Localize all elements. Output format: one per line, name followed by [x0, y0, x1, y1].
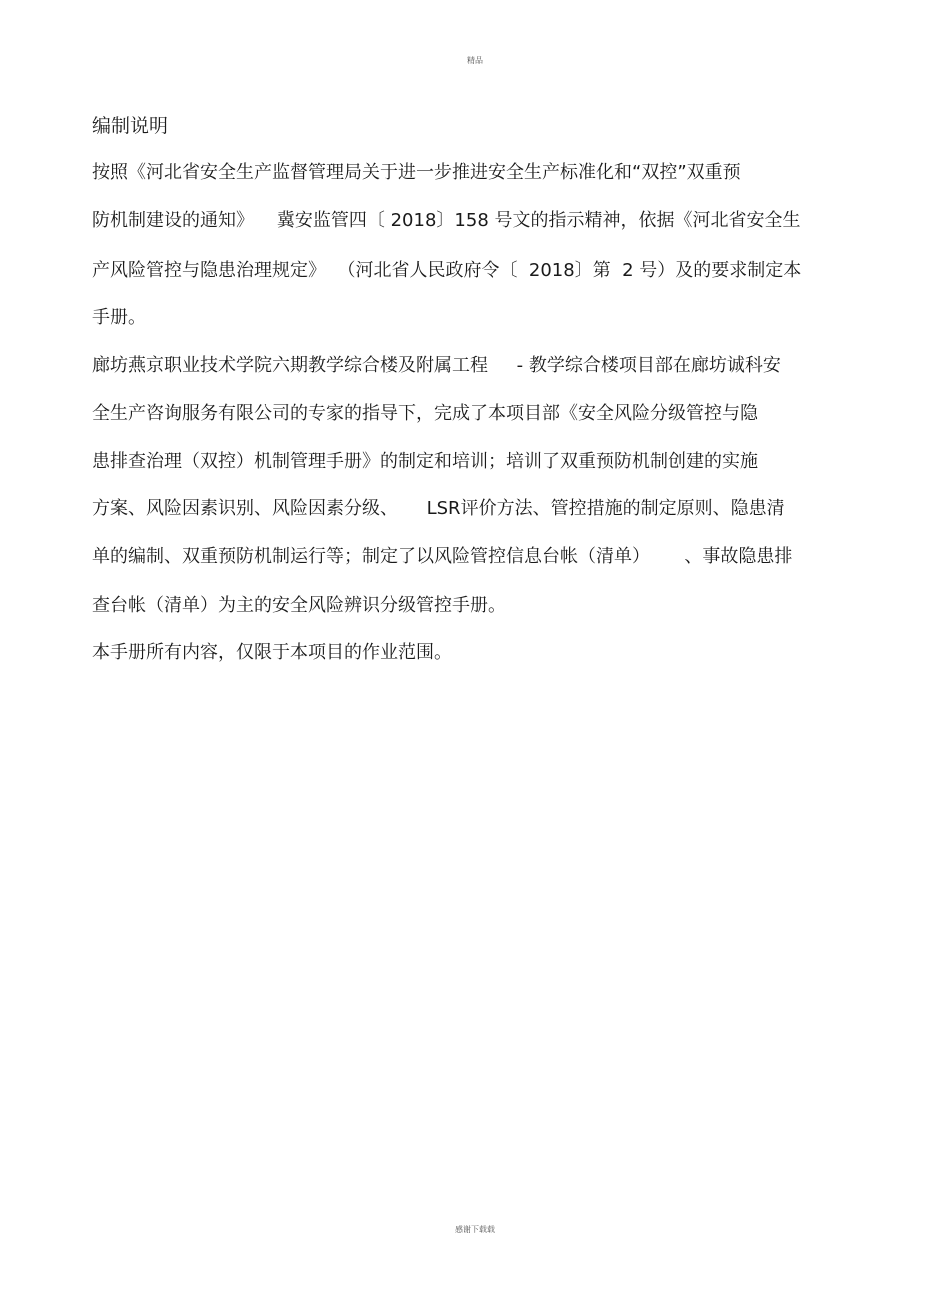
paragraph-line: 手册。 — [92, 307, 146, 328]
paragraph-line: 患排查治理（双控）机制管理手册》的制定和培训；培训了双重预防机制创建的实施 — [92, 451, 758, 472]
paragraph-line: 防机制建设的通知》 冀安监管四〔 2018〕158 号文的指示精神，依据《河北省安全生 — [92, 210, 801, 231]
paragraph-line: 方案、风险因素识别、风险因素分级、 LSR评价方法、管控措施的制定原则、隐患清 — [92, 498, 785, 519]
document-title: 编制说明 — [92, 115, 169, 137]
paragraph-line: 产风险管控与隐患治理规定》 （河北省人民政府令〔 2018〕第 2 号）及的要求制定本 — [92, 260, 802, 281]
paragraph-line: 按照《河北省安全生产监督管理局关于进一步推进安全生产标准化和“双控”双重预 — [92, 162, 741, 183]
paragraph-line: 单的编制、双重预防机制运行等；制定了以风险管控信息台帐（清单） 、事故隐患排 — [92, 546, 793, 567]
paragraph-line: 廊坊燕京职业技术学院六期教学综合楼及附属工程 - 教学综合楼项目部在廊坊诚科安 — [92, 355, 781, 376]
footer-watermark: 感谢下载载 — [455, 1225, 495, 1234]
paragraph-line: 全生产咨询服务有限公司的专家的指导下，完成了本项目部《安全风险分级管控与隐 — [92, 403, 758, 424]
paragraph-line: 查台帐（清单）为主的安全风险辨识分级管控手册。 — [92, 595, 506, 616]
paragraph-line: 本手册所有内容，仅限于本项目的作业范围。 — [92, 642, 452, 663]
header-watermark: 精品 — [467, 56, 483, 65]
